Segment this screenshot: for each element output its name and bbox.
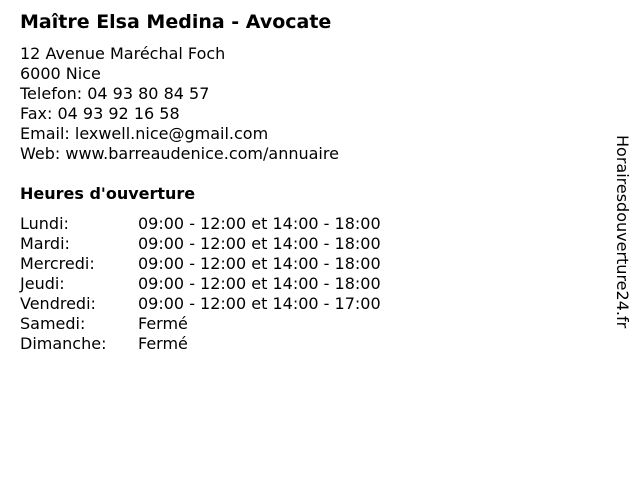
opening-hours-heading: Heures d'ouverture (20, 184, 196, 203)
day-label: Vendredi: (20, 294, 96, 313)
hours-value: Fermé (138, 334, 188, 353)
hours-value: 09:00 - 12:00 et 14:00 - 18:00 (138, 214, 381, 233)
page-title: Maître Elsa Medina - Avocate (20, 11, 332, 33)
site-watermark: Horairesdouverture24.fr (613, 135, 632, 329)
day-label: Jeudi: (20, 274, 65, 293)
hours-value: 09:00 - 12:00 et 14:00 - 17:00 (138, 294, 381, 313)
contact-info (20, 44, 339, 164)
email-address: Email: lexwell.nice@gmail.com (20, 124, 269, 143)
hours-value: 09:00 - 12:00 et 14:00 - 18:00 (138, 274, 381, 293)
day-label: Mercredi: (20, 254, 95, 273)
day-label: Mardi: (20, 234, 70, 253)
hours-value: Fermé (138, 314, 188, 333)
address-street: 12 Avenue Maréchal Foch (20, 44, 226, 63)
website: Web: www.barreaudenice.com/annuaire (20, 144, 339, 163)
phone-number: Telefon: 04 93 80 84 57 (20, 84, 210, 103)
hours-value: 09:00 - 12:00 et 14:00 - 18:00 (138, 234, 381, 253)
address-city: 6000 Nice (20, 64, 101, 83)
hours-value: 09:00 - 12:00 et 14:00 - 18:00 (138, 254, 381, 273)
day-label: Lundi: (20, 214, 69, 233)
day-label: Dimanche: (20, 334, 107, 353)
fax-number: Fax: 04 93 92 16 58 (20, 104, 180, 123)
day-label: Samedi: (20, 314, 86, 333)
